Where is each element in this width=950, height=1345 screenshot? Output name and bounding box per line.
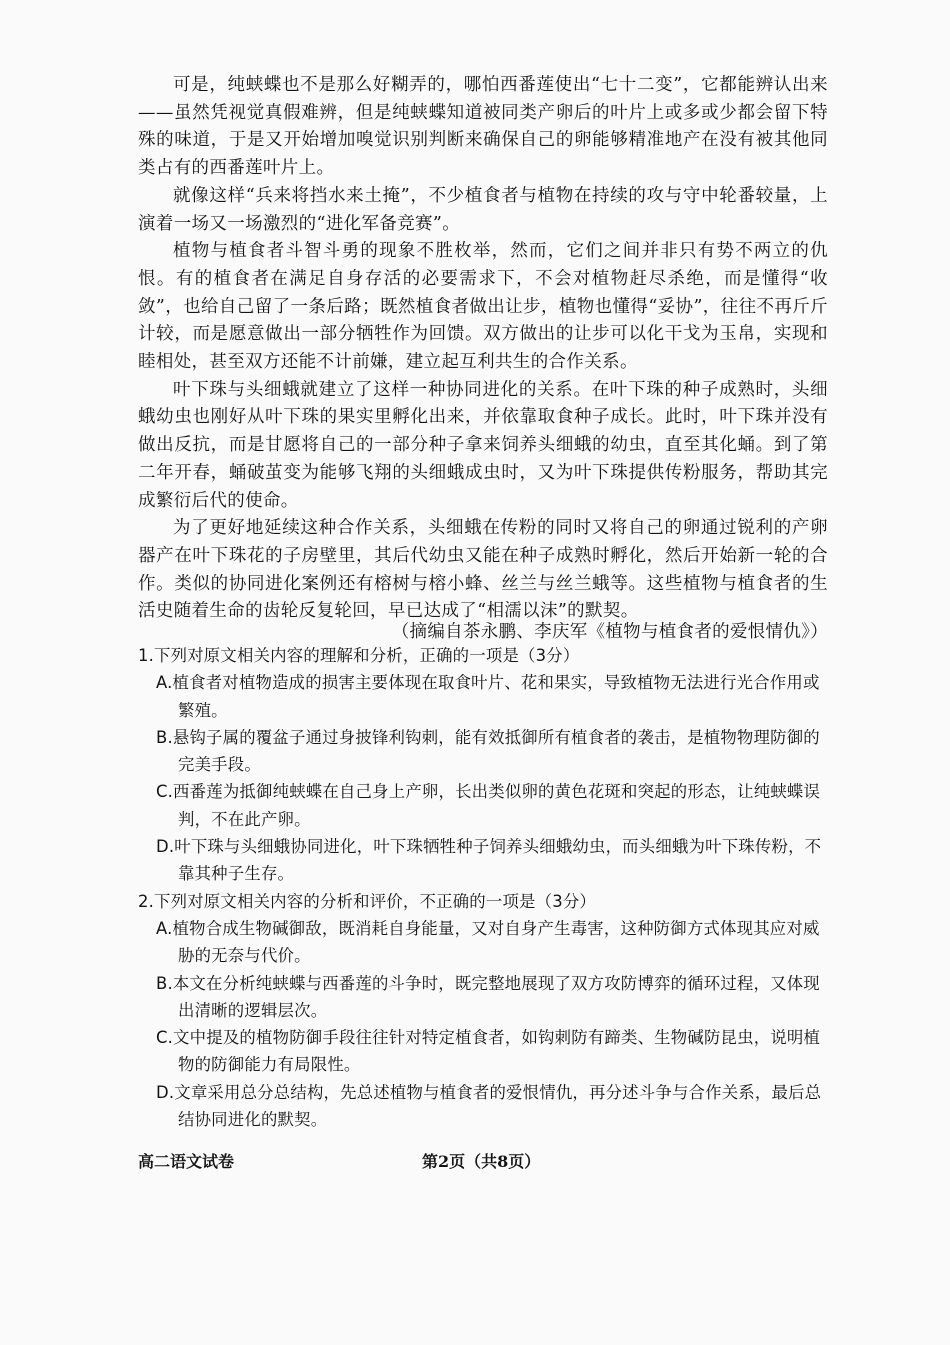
reading-passage bbox=[138, 72, 828, 626]
passage-paragraph-2: 就像这样“兵来将挡水来土掩”，不少植食者与植物在持续的攻与守中轮番较量，上演着一场又一场激烈的“进化军备竞赛”。 bbox=[138, 185, 828, 234]
option-c: C.西番莲为抵御纯蛱蝶在自己身上产卵，长出类似卵的黄色花斑和突起的形态，让纯蛱蝶误判，不在此产卵。 bbox=[156, 782, 821, 829]
option-b: B.本文在分析纯蛱蝶与西番莲的斗争时，既完整地展现了双方攻防博弈的循环过程，又体现出清晰的逻辑层次。 bbox=[156, 973, 820, 1020]
option-b: B.悬钩子属的覆盆子通过身披锋利钩刺，能有效抵御所有植食者的袭击，是植物物理防御的完美手段。 bbox=[156, 727, 820, 775]
passage-paragraph-1: 可是，纯蛱蝶也不是那么好糊弄的，哪怕西番莲使出“七十二变”，它都能辨认出来——虽然凭视觉真假难辨，但是纯蛱蝶知道被同类产卵后的叶片上或多或少都会留下特殊的味道，于是又开始增加嗅觉识别判断来确保自己的卵能够精准地产在没有被其他同类占有的西番莲叶片上。 bbox=[138, 75, 828, 179]
option-d: D.文章采用总分总结构，先总述植物与植食者的爱恨情仇，再分述斗争与合作关系，最后总结协同进化的默契。 bbox=[156, 1082, 822, 1130]
question-1 bbox=[138, 642, 828, 888]
passage-source: （摘编自茶永鹏、李庆军《植物与植食者的爱恨情仇》） bbox=[391, 622, 828, 642]
passage-paragraph-4: 叶下珠与头细蛾就建立了这样一种协同进化的关系。在叶下珠的种子成熟时，头细蛾幼虫也刚好从叶下珠的果实里孵化出来，并依靠取食种子成长。此时，叶下珠并没有做出反抗，而是甘愿将自己的一部分种子拿来饲养头细蛾的幼虫，直至其化蛹。到了第二年开春，蛹破茧变为能够飞翔的头细蛾成虫时，又为叶下珠提供传粉服务，帮助其完成繁衍后代的使命。 bbox=[138, 379, 828, 511]
question-list bbox=[138, 642, 828, 1133]
exam-name: 高二语文试卷 bbox=[138, 1152, 235, 1171]
page-number: 第2页（共8页） bbox=[422, 1152, 541, 1171]
option-a: A.植物合成生物碱御敌，既消耗自身能量，又对自身产生毒害，这种防御方式体现其应对威胁的无奈与代价。 bbox=[156, 918, 820, 966]
question-2 bbox=[138, 888, 828, 1134]
passage-paragraph-3: 植物与植食者斗智斗勇的现象不胜枚举，然而，它们之间并非只有势不两立的仇恨。有的植食者在满足自身存活的必要需求下，不会对植物赶尽杀绝，而是懂得“收敛”，也给自己留了一条后路；既然植食者做出让步，植物也懂得“妥协”，往往不再斤斤计较，而是愿意做出一部分牺牲作为回馈。双方做出的让步可以化干戈为玉帛，实现和睦相处，甚至双方还能不计前嫌，建立起互利共生的合作关系。 bbox=[138, 241, 828, 373]
question-stem: 1.下列对原文相关内容的理解和分析，正确的一项是（3分） bbox=[138, 646, 580, 665]
option-c: C.文中提及的植物防御手段往往针对特定植食者，如钩刺防有蹄类、生物碱防昆虫，说明植物的防御能力有局限性。 bbox=[156, 1028, 821, 1075]
question-stem: 2.下列对原文相关内容的分析和评价，不正确的一项是（3分） bbox=[138, 891, 597, 911]
option-a: A.植食者对植物造成的损害主要体现在取食叶片、花和果实，导致植物无法进行光合作用或繁殖。 bbox=[156, 673, 820, 720]
option-d: D.叶下珠与头细蛾协同进化，叶下珠牺牲种子饲养头细蛾幼虫，而头细蛾为叶下珠传粉，不靠其种子生存。 bbox=[156, 837, 822, 884]
passage-paragraph-5: 为了更好地延续这种合作关系，头细蛾在传粉的同时又将自己的卵通过锐利的产卵器产在叶下珠花的子房壁里，其后代幼虫又能在种子成熟时孵化，然后开始新一轮的合作。类似的协同进化案例还有榕树与榕小蜂、丝兰与丝兰蛾等。这些植物与植食者的生活史随着生命的齿轮反复轮回，早已达成了“相濡以沫”的默契。 bbox=[138, 518, 828, 622]
